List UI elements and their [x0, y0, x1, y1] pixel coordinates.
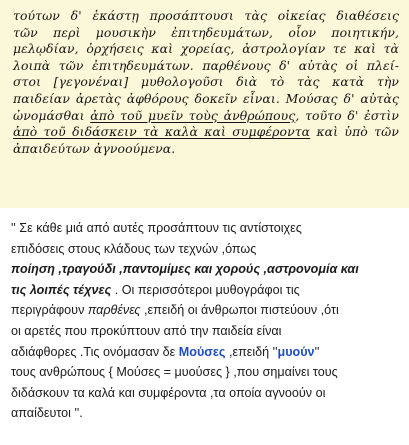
greek-line: ἀπαιδεύτων ἀγνοούμενα. [13, 140, 176, 156]
underlined-phrase: ἀπὸ τοῦ διδάσκειν τὰ καλὰ καὶ συμφέροντα [13, 124, 311, 140]
greek-line: στοι [γεγονέναι] μυθολογοῦσι διὰ τὸ τὰς κατὰ τὴν [13, 74, 399, 90]
greek-line: ἀπὸ τοῦ διδάσκειν τὰ καλὰ καὶ συμφέροντα καὶ ὑπὸ τῶν [13, 124, 399, 140]
translation-line: αδιάφθορες .Τις ονόμασαν δε Μούσες ,επειδή ''μυούν'' [11, 344, 320, 359]
translation-line: '' Σε κάθε μιά από αυτές προσάπτουν τις αντίστοιχες [11, 221, 302, 235]
bold-italic-phrase: τις λοιπές τέχνες [11, 282, 112, 297]
translation-line: απαίδευτοι ''. [11, 406, 83, 421]
italic-word: παρθένες [87, 303, 141, 318]
translation-line: διδάσκουν τα καλά και συμφέροντα ,τα οποία αγνοούν οι [11, 385, 326, 400]
translation-line: τους ανθρώπους { Μούσες = μυούσες } ,που σημαίνει τους [11, 365, 338, 380]
greek-line: τούτων δ' ἑκάστῃ προσάπτουσι τὰς οἰκείας διαθέσεις [13, 8, 399, 23]
highlighted-word-myoun: μυούν [277, 344, 315, 359]
modern-greek-translation [0, 212, 409, 424]
greek-line: τῶν περὶ μουσικὴν ἐπιτηδευμάτων, οἷον ποιητικήν, [13, 24, 399, 40]
translation-line: τις λοιπές τέχνες . Οι περισσότεροι μυθογράφοι τις [11, 282, 300, 297]
greek-source-passage [0, 0, 409, 208]
highlighted-word-mouses: Μούσες [178, 344, 226, 359]
greek-line: μελῳδίαν, ὀρχήσεις καὶ χορείας, ἀστρολογίαν τε καὶ τὰ [13, 41, 399, 57]
greek-line: λοιπὰ τῶν ἐπιτηδευμάτων. παρθένους δ' αὐτὰς οἱ πλεί- [13, 57, 399, 73]
translation-line [11, 259, 401, 280]
greek-line: ὠνομάσθαι ἀπὸ τοῦ μυεῖν τοὺς ἀνθρώπους, τοῦτο δ' ἐστὶν [13, 107, 399, 123]
translation-line: επιδόσεις στους κλάδους των τεχνών ,όπως [11, 241, 257, 256]
bold-italic-phrase: ποίηση ,τραγούδι ,παντομίμες και χορούς ,αστρονομία και [11, 262, 359, 277]
translation-line: οι αρετές που προκύπτουν από την παιδεία είναι [11, 323, 282, 338]
greek-line: παιδείαν ἀρετὰς ἀφθόρους δοκεῖν εἶναι. Μούσας δ' αὐτὰς [13, 90, 399, 106]
underlined-phrase: ἀπὸ τοῦ μυεῖν τοὺς ἀνθρώπους [90, 107, 296, 123]
translation-line: περιγράφουν παρθένες ,επειδή οι άνθρωποι πιστεύουν ,ότι [11, 303, 339, 318]
